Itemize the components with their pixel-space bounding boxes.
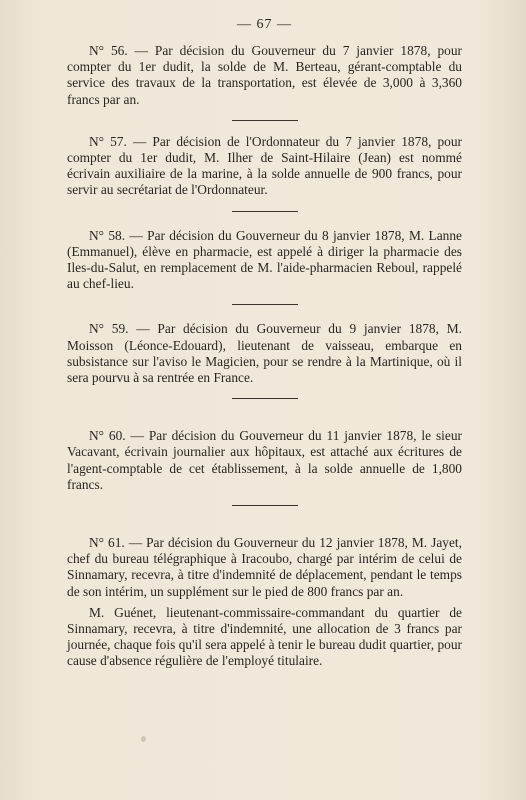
entry-paragraph: N° 59. — Par décision du Gouverneur du 9 janvier 1878, M. Moisson (Léonce-Edouard), lieutenant de vaisseau, embarque en subsistance sur l'aviso le Magicien, pour se rendre à la Martinique, où il sera pourvu à sa rentrée en France. bbox=[67, 321, 462, 386]
decision-entry-61 bbox=[67, 535, 462, 670]
entry-paragraph: N° 61. — Par décision du Gouverneur du 12 janvier 1878, M. Jayet, chef du bureau télégraphique à Iracoubo, chargé par intérim de celui de Sinnamary, recevra, à titre d'indemnité de déplacement, pendant le temps de son intérim, un supplément sur le pied de 800 francs par an. bbox=[67, 535, 462, 599]
entry-paragraph: M. Guénet, lieutenant-commissaire-commandant du quartier de Sinnamary, recevra, à titre d'indemnité, une allocation de 3 francs par journée, chaque fois qu'il sera appelé à tenir le bureau dudit quartier, pour cause d'absence régulière de l'employé titulaire. bbox=[67, 604, 462, 669]
decision-entry-58 bbox=[67, 228, 462, 293]
decision-entry-56 bbox=[67, 43, 462, 108]
decision-entry-57 bbox=[67, 134, 462, 199]
decision-entry-60 bbox=[67, 428, 462, 493]
separator-rule bbox=[232, 505, 298, 506]
decision-entry-59 bbox=[67, 321, 462, 386]
entry-paragraph: N° 57. — Par décision de l'Ordonnateur du 7 janvier 1878, pour compter du 1er dudit, M. Ilher de Saint-Hilaire (Jean) est nommé écrivain auxiliaire de la marine, à la solde annuelle de 900 francs, pour servir au secrétariat de l'Ordonnateur. bbox=[67, 133, 462, 198]
entry-paragraph: N° 60. — Par décision du Gouverneur du 11 janvier 1878, le sieur Vacavant, écrivain journalier aux hôpitaux, est attaché aux écritures de l'agent-comptable de cet établissement, à la solde annuelle de 1,800 francs. bbox=[67, 428, 462, 492]
page-number: — 67 — bbox=[237, 17, 292, 32]
separator-rule bbox=[232, 120, 298, 121]
entry-paragraph: N° 56. — Par décision du Gouverneur du 7 janvier 1878, pour compter du 1er dudit, la solde de M. Berteau, gérant-comptable du service des travaux de la transportation, est élevée de 3,000 à 3,360 francs par an. bbox=[67, 43, 462, 107]
paper-smudge bbox=[141, 736, 146, 742]
entry-paragraph: N° 58. — Par décision du Gouverneur du 8 janvier 1878, M. Lanne (Emmanuel), élève en pharmacie, est appelé à diriger la pharmacie des Iles-du-Salut, en remplacement de M. l'aide-pharmacien Reboul, rappelé au chef-lieu. bbox=[67, 227, 462, 292]
separator-rule bbox=[232, 304, 298, 305]
separator-rule bbox=[232, 398, 298, 399]
separator-rule bbox=[232, 211, 298, 212]
